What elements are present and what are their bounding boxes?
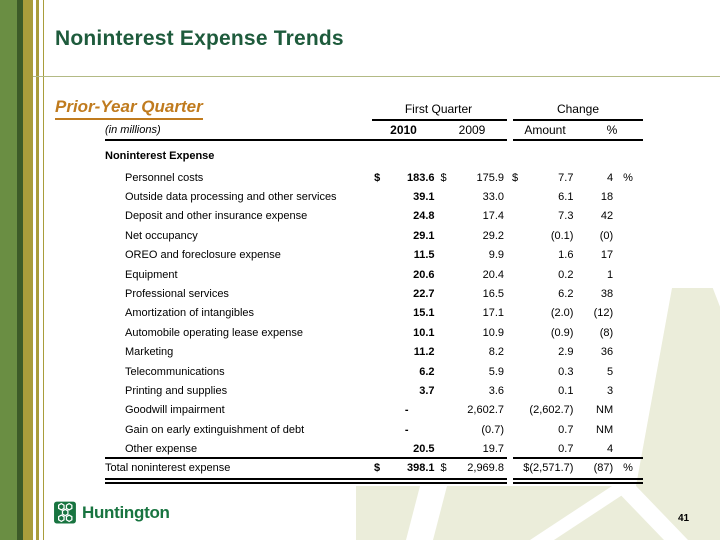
cell-amount [510, 327, 574, 339]
total-label: Total noninterest expense [105, 462, 231, 474]
value-2009: 9.9 [488, 249, 504, 262]
cell-2009 [435, 307, 504, 319]
value-2010: 20.6 [413, 268, 435, 281]
cell-percent: 3 [607, 384, 614, 397]
row-label: Deposit and other insurance expense [125, 210, 308, 223]
value-amount: (2.0) [550, 307, 574, 320]
cell-2010 [368, 385, 434, 397]
cell-2009 [435, 404, 504, 416]
cell-2010 [368, 404, 434, 416]
cell-2010 [368, 307, 434, 319]
first-quarter-underline [372, 119, 507, 121]
row-label: Outside data processing and other services [125, 191, 337, 204]
cell-2010 [368, 327, 434, 339]
row-label: Personnel costs [125, 171, 204, 184]
table-row [105, 420, 643, 439]
cell-amount [510, 230, 574, 242]
cell-percent: 4 [607, 443, 614, 456]
value-2010: - [404, 404, 409, 417]
value-2010: 3.7 [419, 384, 435, 397]
cell-amount [510, 424, 574, 436]
total-percent-sign: % [623, 462, 633, 474]
table-row [105, 284, 643, 303]
noninterest-expense-table [105, 100, 643, 492]
row-label: OREO and foreclosure expense [125, 249, 281, 262]
value-2010: - [404, 423, 409, 436]
total-double-rule-2-left [105, 482, 507, 484]
honeycomb-hexagon-icon [53, 500, 78, 525]
row-label: Automobile operating lease expense [125, 326, 303, 339]
cell-2009 [435, 443, 504, 455]
total-double-rule-2-right [513, 482, 643, 484]
value-2010: 24.8 [413, 210, 435, 223]
row-label: Goodwill impairment [125, 404, 225, 417]
cell-2010 [368, 269, 434, 281]
value-2009: 175.9 [476, 171, 504, 184]
cell-2009 [435, 385, 504, 397]
left-thin-line-2 [43, 0, 44, 540]
cell-percent: NM [596, 423, 614, 436]
cell-2009 [435, 424, 504, 436]
value-2009: 8.2 [488, 346, 504, 359]
cell-2010 [368, 346, 434, 358]
cell-amount [510, 404, 574, 416]
value-amount: 6.2 [558, 288, 574, 301]
value-2010: 22.7 [413, 288, 435, 301]
cell-amount [510, 443, 574, 455]
value-2010: 29.1 [413, 229, 435, 242]
cell-amount [510, 307, 574, 319]
section-subtitle: Prior-Year Quarter [55, 97, 203, 120]
value-2010: 39.1 [413, 191, 435, 204]
value-amount: (0.9) [550, 326, 574, 339]
table-row [105, 187, 643, 206]
total-amount-cell: $(2,571.7) [523, 462, 574, 474]
change-underline [513, 119, 643, 121]
cell-2009 [435, 230, 504, 242]
cell-percent: 1 [607, 268, 614, 281]
total-2010-cell: $ 398.1 [374, 462, 435, 474]
value-2009: 10.9 [482, 326, 504, 339]
table-body [105, 168, 643, 459]
value-amount: (2,602.7) [529, 404, 574, 417]
cell-2010 [368, 230, 434, 242]
cell-amount [510, 385, 574, 397]
table-row [105, 304, 643, 323]
cell-amount [510, 346, 574, 358]
cell-2010 [368, 443, 434, 455]
currency-symbol: $ [440, 462, 447, 474]
value-2009: 19.7 [482, 443, 504, 456]
value-2010: 10.1 [413, 326, 435, 339]
table-total-row [105, 459, 643, 477]
value-amount: (0.1) [550, 229, 574, 242]
cell-2010 [368, 210, 434, 222]
cell-percent: 5 [607, 365, 614, 378]
value-amount: 7.7 [558, 171, 574, 184]
value-2010: 20.5 [413, 443, 435, 456]
row-label: Amortization of intangibles [125, 307, 255, 320]
cell-percent: (0) [599, 229, 614, 242]
column-header-2009: 2009 [458, 123, 486, 137]
table-row [105, 246, 643, 265]
value-2010: 6.2 [419, 365, 435, 378]
title-divider [33, 76, 720, 77]
value-amount: 7.3 [558, 210, 574, 223]
currency-symbol: $ [440, 171, 447, 184]
cell-percent: 42 [600, 210, 614, 223]
value-2009: 29.2 [482, 229, 504, 242]
cell-amount [510, 191, 574, 203]
cell-amount [510, 269, 574, 281]
currency-symbol: $ [374, 171, 381, 184]
currency-symbol: $ [374, 462, 381, 474]
value-2009: 17.4 [482, 210, 504, 223]
page-title: Noninterest Expense Trends [55, 27, 344, 50]
row-label: Gain on early extinguishment of debt [125, 423, 305, 436]
cell-2010 [368, 366, 434, 378]
value-2010: 11.2 [413, 346, 435, 359]
row-label: Marketing [125, 346, 174, 359]
cell-2009 [435, 210, 504, 222]
header-rule-right [513, 139, 643, 141]
cell-2009 [435, 327, 504, 339]
value-amount: 0.7 [558, 443, 574, 456]
row-label: Net occupancy [125, 229, 198, 242]
cell-amount [510, 172, 574, 184]
value-amount: 1.6 [558, 249, 574, 262]
row-label: Printing and supplies [125, 384, 228, 397]
table-row [105, 362, 643, 381]
left-thin-line-1 [36, 0, 39, 540]
page-number: 41 [678, 513, 690, 524]
value-2009: 2,602.7 [467, 404, 504, 417]
table-row [105, 323, 643, 342]
row-label: Telecommunications [125, 365, 225, 378]
header-rule-left [105, 139, 507, 141]
value-2010: 11.5 [413, 249, 435, 262]
table-row [105, 226, 643, 245]
percent-sign: % [623, 171, 633, 184]
cell-amount [510, 249, 574, 261]
table-row [105, 439, 643, 458]
left-bar-green [0, 0, 17, 540]
cell-percent: 36 [600, 346, 614, 359]
cell-2010 [368, 172, 434, 184]
cell-amount [510, 288, 574, 300]
cell-percent: (12) [593, 307, 614, 320]
huntington-logo [53, 500, 170, 525]
cell-percent: 38 [600, 288, 614, 301]
value-2009: 5.9 [488, 365, 504, 378]
column-header-percent: % [606, 123, 618, 137]
cell-2010 [368, 191, 434, 203]
table-row [105, 265, 643, 284]
column-header-2010: 2010 [390, 123, 417, 137]
value-2010: 183.6 [407, 171, 435, 184]
cell-percent: 18 [600, 191, 614, 204]
section-header: Noninterest Expense [105, 150, 215, 162]
total-2009-cell: $ 2,969.8 [440, 462, 504, 474]
cell-2010 [368, 288, 434, 300]
value-amount: 0.3 [558, 365, 574, 378]
value-2009: (0.7) [481, 423, 504, 436]
value-amount: 0.7 [558, 423, 574, 436]
table-row [105, 381, 643, 400]
row-label: Professional services [125, 288, 229, 301]
table-row [105, 168, 643, 187]
cell-2010 [368, 424, 434, 436]
units-note: (in millions) [105, 124, 161, 136]
value-2009: 33.0 [482, 191, 504, 204]
row-label: Equipment [125, 268, 178, 281]
currency-symbol: $ [511, 171, 519, 184]
value-amount: 0.2 [558, 268, 574, 281]
value-amount: 0.1 [558, 384, 574, 397]
cell-2009 [435, 346, 504, 358]
cell-amount [510, 366, 574, 378]
cell-2009 [435, 249, 504, 261]
cell-percent: 17 [600, 249, 614, 262]
row-label: Other expense [125, 443, 198, 456]
value-amount: 6.1 [558, 191, 574, 204]
cell-percent: NM [596, 404, 614, 417]
cell-percent: 4 [607, 171, 614, 184]
cell-2009 [435, 191, 504, 203]
cell-2010 [368, 249, 434, 261]
column-group-first-quarter: First Quarter [404, 102, 473, 116]
value-2010: 15.1 [413, 307, 435, 320]
table-row [105, 207, 643, 226]
value-2009: 17.1 [482, 307, 504, 320]
total-double-rule-1-right [513, 478, 643, 480]
value-2009: 16.5 [482, 288, 504, 301]
table-row [105, 401, 643, 420]
cell-2009 [435, 172, 504, 184]
cell-2009 [435, 269, 504, 281]
cell-2009 [435, 366, 504, 378]
cell-amount [510, 210, 574, 222]
cell-percent: (8) [599, 326, 614, 339]
column-group-change: Change [556, 102, 600, 116]
value-amount: 2.9 [558, 346, 574, 359]
column-header-amount: Amount [524, 123, 566, 137]
cell-2009 [435, 288, 504, 300]
value-2009: 20.4 [482, 268, 504, 281]
total-percent-cell: (87) [593, 462, 614, 474]
logo-wordmark: Huntington [82, 502, 170, 522]
table-row [105, 343, 643, 362]
total-double-rule-1-left [105, 478, 507, 480]
left-bar-gold [23, 0, 33, 540]
value-2009: 3.6 [488, 384, 504, 397]
